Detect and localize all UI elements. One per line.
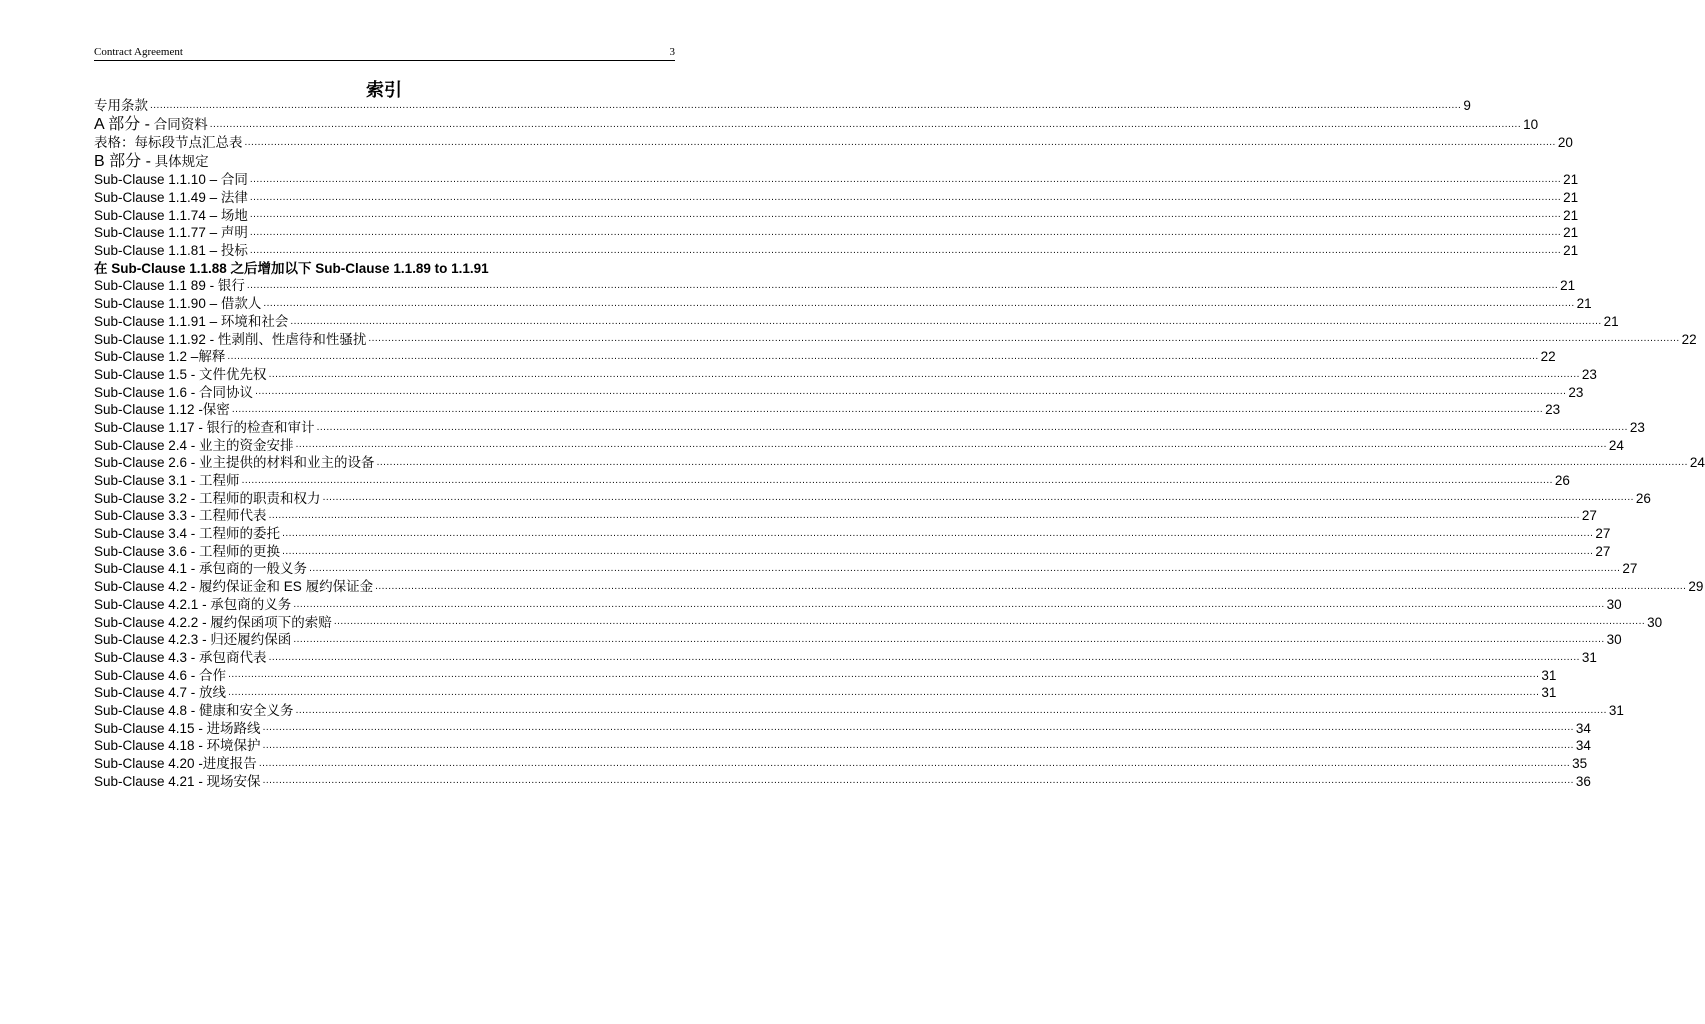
toc-entry[interactable] <box>94 313 1619 331</box>
toc-dot-leader: ................................................................................................................................................................................................................................................................................................................................................................................................................ <box>258 757 1571 769</box>
toc-page-number: 30 <box>1647 614 1663 630</box>
toc-page-number: 21 <box>1563 225 1579 241</box>
toc-entry-label <box>94 152 209 172</box>
toc-dot-leader: ................................................................................................................................................................................................................................................................................................................................................................................................................ <box>290 315 1602 327</box>
toc-page-number: 21 <box>1563 243 1579 259</box>
toc-page-number: 21 <box>1576 296 1592 312</box>
toc-page-number: 34 <box>1575 720 1591 736</box>
toc-page-number: 31 <box>1581 649 1597 665</box>
toc-entry[interactable] <box>94 667 1557 685</box>
toc-entry[interactable] <box>94 295 1592 313</box>
header-title: Contract Agreement <box>94 46 183 58</box>
toc-entry[interactable] <box>94 543 1611 561</box>
toc-entry[interactable] <box>94 684 1557 702</box>
toc-page-number: 21 <box>1563 207 1579 223</box>
toc-entry-label: Sub-Clause 4.2.2 - 履约保函项下的索赔 <box>94 614 332 630</box>
toc-dot-leader: ................................................................................................................................................................................................................................................................................................................................................................................................................ <box>322 492 1634 504</box>
toc-page-number: 27 <box>1622 561 1638 577</box>
toc-page-number: 27 <box>1595 526 1611 542</box>
toc-dot-leader: ................................................................................................................................................................................................................................................................................................................................................................................................................ <box>209 119 1522 131</box>
toc-dot-leader: ................................................................................................................................................................................................................................................................................................................................................................................................................ <box>309 563 1621 575</box>
toc-entry[interactable] <box>94 171 1579 189</box>
toc-entry[interactable] <box>94 115 1539 135</box>
toc-entry-label: Sub-Clause 4.6 - 合作 <box>94 667 227 683</box>
toc-entry-label: Sub-Clause 3.2 - 工程师的职责和权力 <box>94 490 321 506</box>
toc-dot-leader: ................................................................................................................................................................................................................................................................................................................................................................................................................ <box>255 386 1567 398</box>
toc-entry[interactable] <box>94 737 1591 755</box>
toc-entry[interactable] <box>94 720 1591 738</box>
toc-entry-label: Sub-Clause 1.6 - 合同协议 <box>94 384 254 400</box>
toc-entry-label: Sub-Clause 4.7 - 放线 <box>94 685 227 701</box>
toc-title: 索引 <box>366 80 402 101</box>
toc-page-number: 30 <box>1606 632 1622 648</box>
toc-entry[interactable] <box>94 242 1579 260</box>
toc-entry-label: Sub-Clause 3.6 - 工程师的更换 <box>94 543 281 559</box>
toc-page-number: 27 <box>1595 543 1611 559</box>
toc-entry-label: Sub-Clause 3.3 - 工程师代表 <box>94 508 267 524</box>
toc-dot-leader: ................................................................................................................................................................................................................................................................................................................................................................................................................ <box>249 209 1562 221</box>
toc-entry-label: Sub-Clause 4.2 - 履约保证金和 ES 履约保证金 <box>94 579 374 595</box>
header-page-number: 3 <box>669 46 675 58</box>
toc-dot-leader: ................................................................................................................................................................................................................................................................................................................................................................................................................ <box>150 99 1462 111</box>
toc-entry-label: Sub-Clause 2.4 - 业主的资金安排 <box>94 437 294 453</box>
toc-page-number: 21 <box>1560 278 1576 294</box>
toc-entry[interactable] <box>94 189 1579 207</box>
toc-entry-label: Sub-Clause 1.1.10 – 合同 <box>94 172 248 188</box>
toc-page-number: 26 <box>1635 490 1651 506</box>
toc-page-number: 21 <box>1563 190 1579 206</box>
page-header <box>94 46 675 61</box>
toc-part-label: A 部分 - <box>94 115 151 133</box>
toc-entry[interactable] <box>94 207 1579 225</box>
toc-page-number: 22 <box>1681 331 1697 347</box>
toc-page-number: 35 <box>1572 756 1588 772</box>
toc-dot-leader: ................................................................................................................................................................................................................................................................................................................................................................................................................ <box>293 598 1605 610</box>
toc-page-number: 26 <box>1554 473 1570 489</box>
toc-entry-label: Sub-Clause 4.20 -进度报告 <box>94 756 257 772</box>
toc-page-number: 20 <box>1557 135 1573 151</box>
toc-page-number: 29 <box>1688 579 1704 595</box>
toc-entry-label: Sub-Clause 1.1.77 – 声明 <box>94 225 248 241</box>
toc-entry[interactable] <box>94 366 1597 384</box>
toc-entry-label <box>94 115 208 135</box>
toc-entry[interactable] <box>94 525 1611 543</box>
toc-entry-label: Sub-Clause 4.2.3 - 归还履约保函 <box>94 632 292 648</box>
toc-dot-leader: ................................................................................................................................................................................................................................................................................................................................................................................................................ <box>295 439 1607 451</box>
toc-dot-leader: ................................................................................................................................................................................................................................................................................................................................................................................................................ <box>228 687 1540 698</box>
toc-entry-label: Sub-Clause 4.2.1 - 承包商的义务 <box>94 596 292 612</box>
toc-page-number: 23 <box>1629 419 1645 435</box>
toc-page-number: 30 <box>1606 596 1622 612</box>
toc-dot-leader: ................................................................................................................................................................................................................................................................................................................................................................................................................ <box>244 136 1556 148</box>
toc-entry-label: Sub-Clause 1.2 –解释 <box>94 349 226 365</box>
toc-part-subtitle: 具体规定 <box>150 153 209 169</box>
toc-page-number: 23 <box>1568 384 1584 400</box>
toc-entry[interactable] <box>94 614 1663 632</box>
toc-dot-leader: ................................................................................................................................................................................................................................................................................................................................................................................................................ <box>262 775 1574 787</box>
toc-entry-label: Sub-Clause 3.1 - 工程师 <box>94 473 240 489</box>
toc-entry[interactable] <box>94 152 675 172</box>
toc-entry-label: Sub-Clause 4.1 - 承包商的一般义务 <box>94 561 308 577</box>
toc-page-number: 24 <box>1689 455 1705 471</box>
toc-page-number: 10 <box>1523 116 1539 132</box>
toc-entry-label: Sub-Clause 1.1.81 – 投标 <box>94 243 248 259</box>
toc-page-number: 31 <box>1541 685 1557 701</box>
toc-page-number: 27 <box>1581 508 1597 524</box>
toc-dot-leader: ................................................................................................................................................................................................................................................................................................................................................................................................................ <box>262 740 1574 752</box>
toc-entry[interactable] <box>94 419 1645 437</box>
toc-dot-leader: ................................................................................................................................................................................................................................................................................................................................................................................................................ <box>268 651 1580 663</box>
toc-entry-label: Sub-Clause 4.15 - 进场路线 <box>94 720 261 736</box>
toc-dot-leader: ................................................................................................................................................................................................................................................................................................................................................................................................................ <box>249 174 1562 186</box>
toc-entry-label: Sub-Clause 1.17 - 银行的检查和审计 <box>94 419 315 435</box>
toc-dot-leader: ................................................................................................................................................................................................................................................................................................................................................................................................................ <box>282 545 1594 557</box>
toc-entry[interactable] <box>94 596 1622 614</box>
toc-page-number: 21 <box>1603 313 1619 329</box>
toc-page-number: 9 <box>1463 97 1471 113</box>
toc-entry-label: Sub-Clause 1.1.92 - 性剥削、性虐待和性骚扰 <box>94 331 367 347</box>
toc-entry-label: Sub-Clause 4.3 - 承包商代表 <box>94 649 267 665</box>
toc-page-number: 23 <box>1581 366 1597 382</box>
toc-entry[interactable] <box>94 331 1697 349</box>
toc-entry[interactable] <box>94 454 1705 472</box>
toc-entry[interactable] <box>94 97 1471 115</box>
toc-entry[interactable] <box>94 260 675 278</box>
toc-dot-leader: ................................................................................................................................................................................................................................................................................................................................................................................................................ <box>231 404 1544 415</box>
toc-dot-leader: ................................................................................................................................................................................................................................................................................................................................................................................................................ <box>246 280 1559 292</box>
toc-entry[interactable] <box>94 224 1579 242</box>
toc-entry-label: Sub-Clause 1.1.74 – 场地 <box>94 207 248 223</box>
toc-entry[interactable] <box>94 702 1624 720</box>
toc-entry[interactable] <box>94 773 1591 791</box>
toc-entry[interactable] <box>94 561 1638 579</box>
toc-entry-label: 在 Sub-Clause 1.1.88 之后增加以下 Sub-Clause 1.1.89 to 1.1.91 <box>94 260 489 276</box>
toc-dot-leader: ................................................................................................................................................................................................................................................................................................................................................................................................................ <box>368 333 1680 345</box>
toc-entry[interactable] <box>94 134 1573 152</box>
toc-dot-leader: ................................................................................................................................................................................................................................................................................................................................................................................................................ <box>263 297 1575 309</box>
toc-entry-label: Sub-Clause 4.18 - 环境保护 <box>94 738 261 754</box>
toc-dot-leader: ................................................................................................................................................................................................................................................................................................................................................................................................................ <box>333 616 1646 628</box>
toc-entry-label: 专用条款 <box>94 97 148 113</box>
toc-entry[interactable] <box>94 755 1588 773</box>
toc-entry-label: Sub-Clause 1.1.90 – 借款人 <box>94 296 262 312</box>
toc-entry[interactable] <box>94 490 1651 508</box>
toc-dot-leader: ................................................................................................................................................................................................................................................................................................................................................................................................................ <box>227 350 1539 362</box>
toc-dot-leader: ................................................................................................................................................................................................................................................................................................................................................................................................................ <box>282 527 1594 539</box>
toc-dot-leader: ................................................................................................................................................................................................................................................................................................................................................................................................................ <box>268 510 1580 522</box>
toc-page-number: 24 <box>1608 437 1624 453</box>
toc-dot-leader: ................................................................................................................................................................................................................................................................................................................................................................................................................ <box>249 227 1562 239</box>
toc-dot-leader: ................................................................................................................................................................................................................................................................................................................................................................................................................ <box>249 244 1562 256</box>
toc-entry-label: Sub-Clause 4.8 - 健康和安全义务 <box>94 702 294 718</box>
toc-entry-label: Sub-Clause 2.6 - 业主提供的材料和业主的设备 <box>94 455 375 471</box>
toc-entry[interactable] <box>94 401 1561 419</box>
toc-entry-label: Sub-Clause 1.1 89 - 银行 <box>94 278 245 294</box>
toc-page-number: 31 <box>1541 667 1557 683</box>
toc-entry[interactable] <box>94 578 1704 596</box>
toc-page-number: 23 <box>1545 402 1561 418</box>
toc-dot-leader: ................................................................................................................................................................................................................................................................................................................................................................................................................ <box>228 669 1540 681</box>
toc-dot-leader: ................................................................................................................................................................................................................................................................................................................................................................................................................ <box>375 580 1687 592</box>
toc-dot-leader: ................................................................................................................................................................................................................................................................................................................................................................................................................ <box>295 704 1607 716</box>
toc-entry-label: 表格：每标段节点汇总表 <box>94 135 243 151</box>
toc-dot-leader: ................................................................................................................................................................................................................................................................................................................................................................................................................ <box>316 421 1628 433</box>
toc-entry[interactable] <box>94 348 1556 366</box>
toc-entry[interactable] <box>94 649 1597 667</box>
toc-page-number: 31 <box>1608 702 1624 718</box>
toc-entry[interactable] <box>94 631 1622 649</box>
toc-page-number: 34 <box>1575 738 1591 754</box>
toc-dot-leader: ................................................................................................................................................................................................................................................................................................................................................................................................................ <box>249 191 1562 203</box>
toc-entry[interactable] <box>94 278 1576 296</box>
toc-dot-leader: ................................................................................................................................................................................................................................................................................................................................................................................................................ <box>376 457 1688 469</box>
toc-entry-label: Sub-Clause 4.21 - 现场安保 <box>94 773 261 789</box>
toc-page-number: 21 <box>1563 172 1579 188</box>
toc-page-number: 22 <box>1540 349 1556 365</box>
toc-dot-leader: ................................................................................................................................................................................................................................................................................................................................................................................................................ <box>262 722 1574 734</box>
toc-page-number: 36 <box>1575 773 1591 789</box>
toc-dot-leader: ................................................................................................................................................................................................................................................................................................................................................................................................................ <box>268 368 1580 380</box>
toc-entry[interactable] <box>94 384 1584 402</box>
toc-entry[interactable] <box>94 472 1570 490</box>
toc-entry-label: Sub-Clause 1.5 - 文件优先权 <box>94 366 267 382</box>
toc-entry-label: Sub-Clause 3.4 - 工程师的委托 <box>94 526 281 542</box>
table-of-contents <box>94 97 1705 790</box>
toc-entry-label: Sub-Clause 1.1.91 – 环境和社会 <box>94 313 289 329</box>
toc-entry[interactable] <box>94 437 1624 455</box>
toc-dot-leader: ................................................................................................................................................................................................................................................................................................................................................................................................................ <box>293 633 1605 645</box>
toc-entry-label: Sub-Clause 1.12 -保密 <box>94 402 230 418</box>
toc-part-label: B 部分 - <box>94 152 151 170</box>
toc-part-subtitle: 合同资料 <box>150 116 208 132</box>
toc-entry[interactable] <box>94 507 1597 525</box>
toc-entry-label: Sub-Clause 1.1.49 – 法律 <box>94 190 248 206</box>
toc-dot-leader: ................................................................................................................................................................................................................................................................................................................................................................................................................ <box>241 474 1553 486</box>
